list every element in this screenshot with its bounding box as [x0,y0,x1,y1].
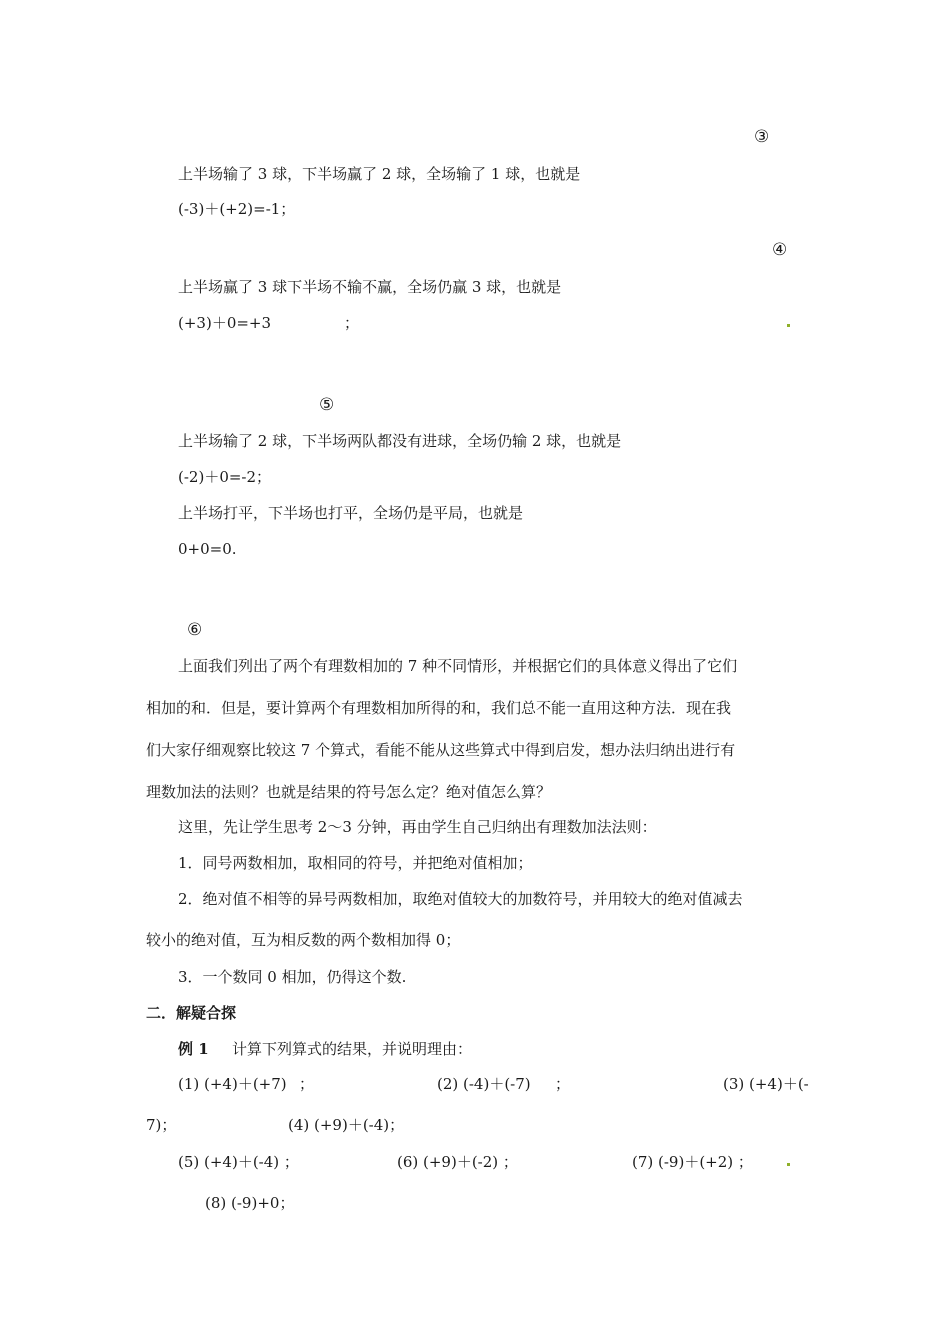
text-line: 上半场赢了 3 球下半场不输不赢，全场仍赢 3 球，也就是 [178,278,562,296]
circled-number-6: ⑥ [187,620,203,640]
text-line: 上半场打平，下半场也打平，全场仍是平局，也就是 [178,504,524,522]
exercise-2: (2) (-4)＋(-7) [437,1075,531,1093]
equation-line: (-3)＋(+2)=-1； [178,200,296,218]
equation-line: (-2)＋0=-2； [178,468,272,486]
paragraph-line: 相加的和．但是，要计算两个有理数相加所得的和，我们总不能一直用这种方法．现在我 [146,699,732,717]
exercise-4: (4) (+9)＋(-4)； [288,1116,405,1134]
section-heading: 二．解疑合探 [146,1004,237,1022]
exercise-8: (8) (-9)+0； [205,1194,295,1212]
rule-2-continued: 较小的绝对值，互为相反数的两个数相加得 0； [146,931,461,949]
circled-number-5: ⑤ [319,395,335,415]
equation-line: 0+0=0. [178,540,237,558]
green-dot-marker [787,1163,790,1166]
exercise-2-semicolon: ； [555,1075,571,1093]
circled-number-3: ③ [754,127,770,147]
text-line: 上半场输了 2 球，下半场两队都没有进球，全场仍输 2 球，也就是 [178,432,622,450]
green-dot-marker [787,324,790,327]
rule-3: 3．一个数同 0 相加，仍得这个数. [178,968,407,986]
equation-semicolon: ； [344,314,360,332]
circled-number-4: ④ [772,240,788,260]
paragraph-line: 上面我们列出了两个有理数相加的 7 种不同情形，并根据它们的具体意义得出了它们 [178,657,738,675]
exercise-7: (7) (-9)＋(+2) ； [632,1153,753,1171]
intro-line: 这里，先让学生思考 2～3 分钟，再由学生自己归纳出有理数加法法则： [178,818,657,836]
paragraph-line: 理数加法的法则？也就是结果的符号怎么定？绝对值怎么算？ [146,783,552,801]
exercise-3: (3) (+4)＋(- [723,1075,809,1093]
rule-1: 1．同号两数相加，取相同的符号，并把绝对值相加； [178,854,533,872]
paragraph-line: 们大家仔细观察比较这 7 个算式，看能不能从这些算式中得到启发，想办法归纳出进行有 [146,741,736,759]
exercise-5: (5) (+4)＋(-4) ； [178,1153,299,1171]
exercise-6: (6) (+9)＋(-2) ； [397,1153,518,1171]
exercise-3-continued: 7)； [146,1116,177,1134]
example-label: 例 1 [178,1040,209,1058]
rule-2: 2．绝对值不相等的异号两数相加，取绝对值较大的加数符号，并用较大的绝对值减去 [178,890,743,908]
example-text: 计算下列算式的结果，并说明理由： [232,1040,473,1058]
exercise-1: (1) (+4)＋(+7) [178,1075,287,1093]
equation-line: (+3)＋0=+3 [178,314,272,332]
text-line: 上半场输了 3 球，下半场赢了 2 球，全场输了 1 球，也就是 [178,165,581,183]
exercise-1-semicolon: ； [299,1075,315,1093]
